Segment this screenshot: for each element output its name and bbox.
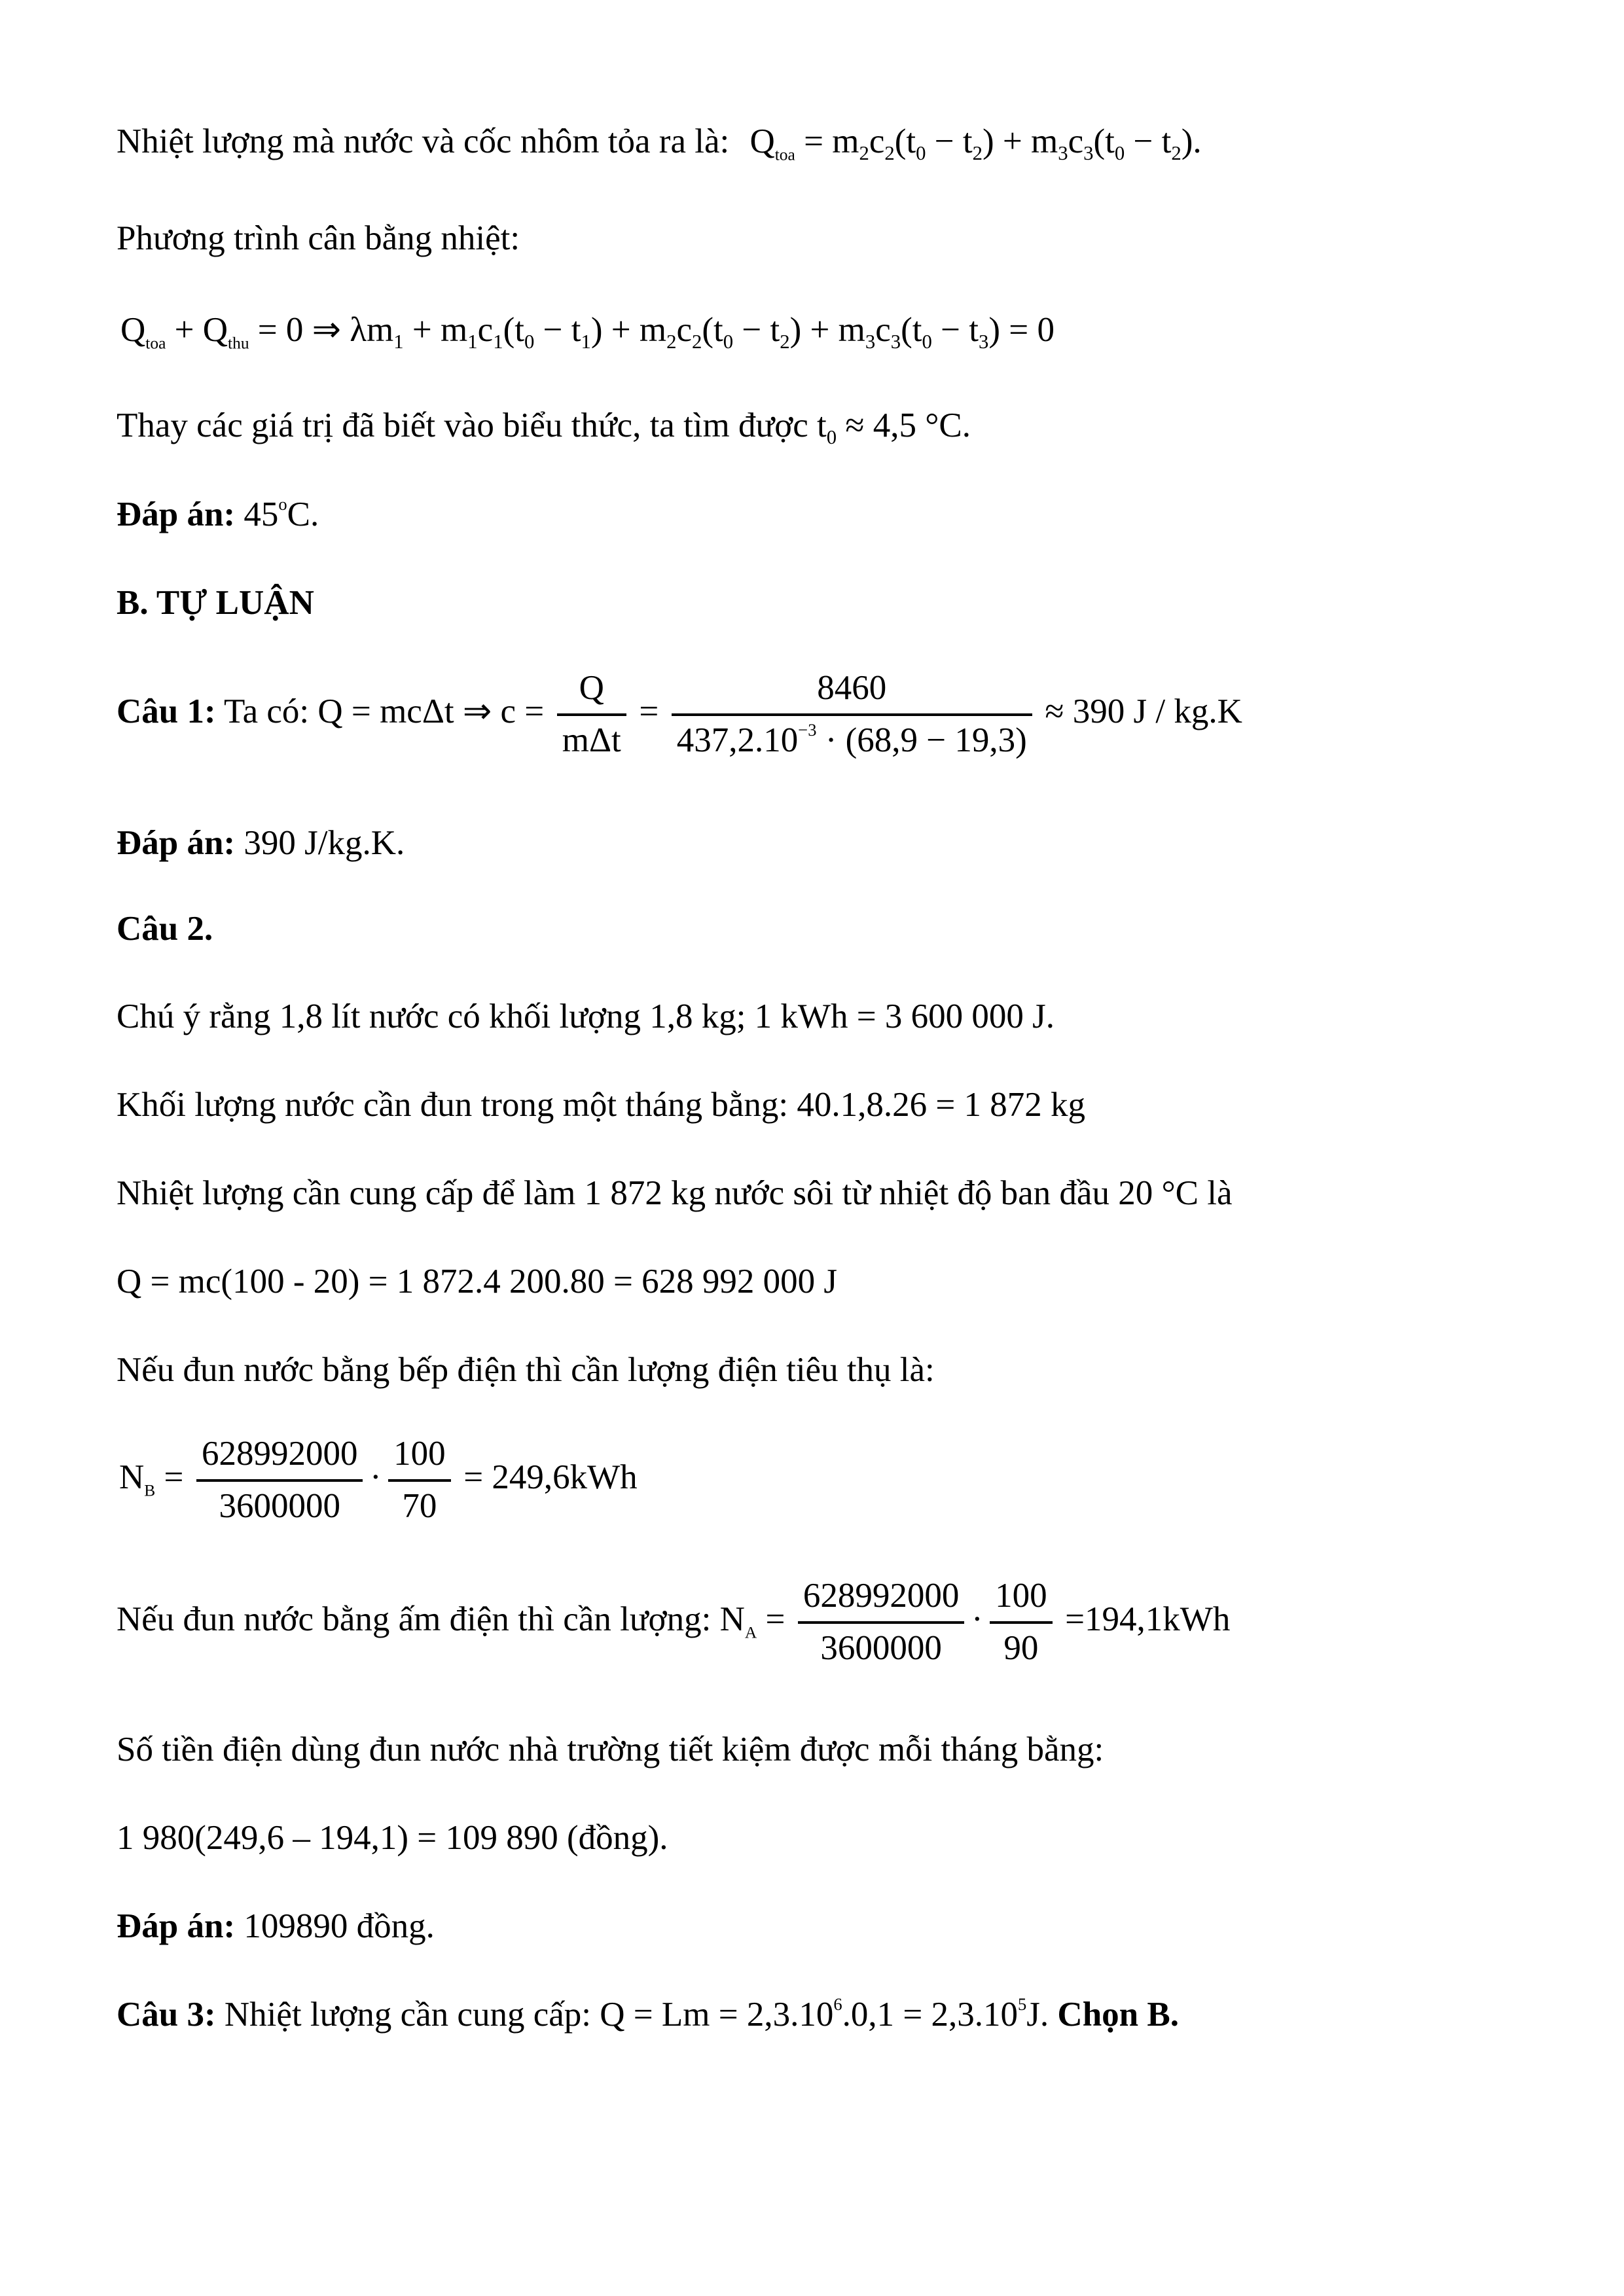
subscript: 3 <box>1083 141 1094 164</box>
answer-label: Đáp án: <box>117 1907 236 1945</box>
formula-part: ) + m <box>590 311 667 349</box>
substitution-line <box>117 406 971 448</box>
numerator: 100 <box>393 1435 446 1473</box>
subscript: toa <box>145 333 166 353</box>
denominator-part: · (68,9 − 19,3) <box>816 721 1027 760</box>
question-2-label: Câu 2. <box>117 910 213 948</box>
answer-unit: C. <box>287 495 319 533</box>
formula-part: c <box>1068 122 1084 160</box>
section-heading: B. TỰ LUẬN <box>117 584 314 622</box>
formula-part: c <box>676 311 692 349</box>
heat-needed-line: Nhiệt lượng cần cung cấp để làm 1 872 kg nước sôi từ nhiệt độ ban đầu 20 °C là <box>117 1174 1233 1212</box>
heat-released-formula <box>749 122 1202 164</box>
fraction-energy <box>798 1579 964 1666</box>
formula-part: · <box>971 1600 983 1638</box>
substitution-text: Thay các giá trị đã biết vào biểu thức, ta tìm được t <box>117 406 827 444</box>
formula-part: Q <box>120 311 146 349</box>
fraction-numeric <box>672 671 1032 758</box>
formula-result: ≈ 390 J / kg.K <box>1045 692 1242 730</box>
subscript: 2 <box>691 330 702 353</box>
kettle-intro-text: Nếu đun nước bằng ấm điện thì cần lượng: <box>117 1600 720 1638</box>
fraction-energy <box>196 1437 363 1524</box>
subscript: 1 <box>393 330 404 353</box>
subscript: 0 <box>826 425 837 448</box>
subscript: 2 <box>859 141 869 164</box>
answer-line-b <box>117 826 405 861</box>
answer-line-a <box>117 494 319 533</box>
heat-released-text: Nhiệt lượng mà nước và cốc nhôm tỏa ra là: <box>117 122 730 160</box>
denominator-part: 437,2.10 <box>676 721 799 760</box>
note-line: Chú ý rằng 1,8 lít nước có khối lượng 1,8 kg; 1 kWh = 3 600 000 J. <box>117 997 1055 1035</box>
savings-calc-line: 1 980(249,6 – 194,1) = 109 890 (đồng). <box>117 1819 668 1857</box>
stove-intro-line: Nếu đun nước bằng bếp điện thì cần lượng điện tiêu thụ là: <box>117 1351 935 1389</box>
formula-part: − t <box>926 122 973 160</box>
numerator: Q <box>579 669 604 707</box>
exponent: 5 <box>1018 1994 1027 2015</box>
denominator: mΔt <box>562 721 621 760</box>
formula-result: =194,1kWh <box>1065 1600 1231 1638</box>
heat-balance-heading: Phương trình cân bằng nhiệt: <box>117 219 520 257</box>
chosen-answer: Chọn B. <box>1049 1996 1179 2034</box>
subscript: 2 <box>666 330 677 353</box>
formula-result: = 249,6kWh <box>463 1458 638 1496</box>
numerator: 100 <box>995 1577 1047 1615</box>
question-1-line <box>117 671 1242 758</box>
formula-part: − t <box>733 311 780 349</box>
formula-part: (t <box>702 311 723 349</box>
question-3-line <box>117 1994 1179 2034</box>
denominator: 70 <box>402 1487 437 1526</box>
formula-part: ) + m <box>789 311 865 349</box>
formula-part: (t <box>894 122 916 160</box>
formula-part: − t <box>931 311 979 349</box>
formula-part: Q = mcΔt ⇒ c = <box>317 692 545 730</box>
subscript: thu <box>228 333 249 353</box>
na-line <box>117 1579 1230 1666</box>
subscript: toa <box>774 145 795 164</box>
q-symbol: Q <box>749 122 775 160</box>
question-text: Nhiệt lượng cần cung cấp: <box>215 1996 600 2034</box>
denominator <box>672 716 1032 759</box>
na-formula <box>719 1577 1231 1668</box>
formula-part: ) + m <box>982 122 1058 160</box>
answer-line-c <box>117 1909 435 1944</box>
subscript: 2 <box>780 330 790 353</box>
formula-part: N <box>719 1600 745 1638</box>
answer-label: Đáp án: <box>117 824 236 862</box>
fraction-efficiency <box>990 1579 1052 1666</box>
subscript: 3 <box>979 330 989 353</box>
exponent: 6 <box>833 1994 842 2015</box>
formula-part: Q = Lm = 2,3.10 <box>600 1996 834 2034</box>
formula-part: = 0 ⇒ λm <box>249 311 394 349</box>
formula-part: J. <box>1026 1996 1049 2034</box>
question-text: Ta có: <box>215 692 318 730</box>
subscript: 3 <box>1058 141 1068 164</box>
formula-part: c <box>875 311 891 349</box>
subscript: 0 <box>1114 141 1125 164</box>
formula-part: N <box>119 1458 145 1496</box>
fraction-q-over-mdt <box>557 671 626 758</box>
mass-line: Khối lượng nước cần đun trong một tháng bằng: 40.1,8.26 = 1 872 kg <box>117 1086 1086 1124</box>
degree-mark: o <box>278 494 287 514</box>
formula-part: c <box>869 122 885 160</box>
formula-part: = <box>639 692 659 730</box>
formula-part: − t <box>1125 122 1172 160</box>
heat-released-line <box>117 122 1202 164</box>
answer-value: 45 <box>235 495 279 533</box>
formula-part: − t <box>534 311 581 349</box>
formula-part: (t <box>901 311 922 349</box>
subscript: 0 <box>922 330 932 353</box>
answer-value: 109890 đồng. <box>235 1907 435 1945</box>
formula-part: + Q <box>166 311 228 349</box>
subscript: 3 <box>865 330 876 353</box>
formula-part: ) = 0 <box>988 311 1055 349</box>
answer-label: Đáp án: <box>117 495 236 533</box>
heat-calc-line: Q = mc(100 - 20) = 1 872.4 200.80 = 628 992 000 J <box>117 1263 838 1300</box>
subscript: 2 <box>972 141 983 164</box>
question-label: Câu 1: <box>117 692 216 730</box>
exponent: −3 <box>798 720 817 740</box>
subscript: 2 <box>884 141 895 164</box>
subscript: 1 <box>581 330 591 353</box>
formula-part: · <box>369 1458 382 1496</box>
answer-value: 390 J/kg.K. <box>235 824 405 862</box>
formula-part: .0,1 = 2,3.10 <box>842 1996 1019 2034</box>
formula-part: = <box>164 1458 184 1496</box>
numerator: 628992000 <box>803 1577 960 1615</box>
formula-part: = <box>765 1600 785 1638</box>
subscript: 3 <box>890 330 901 353</box>
subscript: 0 <box>524 330 535 353</box>
fraction-efficiency <box>388 1437 450 1524</box>
formula-part: = m <box>804 122 859 160</box>
substitution-result: ≈ 4,5 °C. <box>837 406 971 444</box>
nb-formula <box>119 1437 638 1524</box>
heat-balance-equation <box>120 311 1055 353</box>
subscript: B <box>144 1480 156 1500</box>
latent-heat-formula <box>600 1996 1049 2034</box>
numerator: 628992000 <box>201 1435 358 1473</box>
subscript: 2 <box>1171 141 1182 164</box>
formula-part: + m <box>403 311 468 349</box>
subscript: 0 <box>723 330 734 353</box>
denominator: 3600000 <box>219 1487 340 1526</box>
formula-part: c <box>477 311 494 349</box>
question-label: Câu 3: <box>117 1996 216 2034</box>
savings-intro-line: Số tiền điện dùng đun nước nhà trường tiết kiệm được mỗi tháng bằng: <box>117 1731 1104 1768</box>
numerator: 8460 <box>817 669 887 707</box>
formula-part: (t <box>503 311 524 349</box>
subscript: 1 <box>493 330 503 353</box>
denominator: 3600000 <box>820 1629 942 1668</box>
denominator: 90 <box>1003 1629 1039 1668</box>
formula-part: ). <box>1181 122 1202 160</box>
subscript: 0 <box>916 141 926 164</box>
subscript: 1 <box>467 330 478 353</box>
subscript: A <box>744 1623 757 1642</box>
formula-part: (t <box>1093 122 1115 160</box>
